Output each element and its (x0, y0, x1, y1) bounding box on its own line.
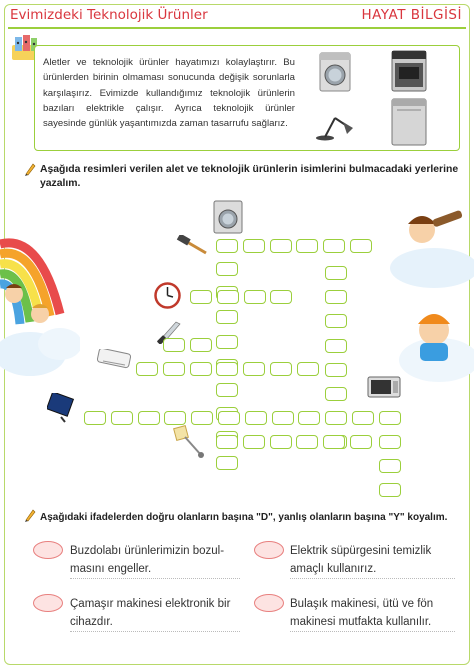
crossword-cell[interactable] (216, 456, 238, 470)
crossword-cell[interactable] (191, 411, 213, 425)
header-divider (8, 27, 466, 29)
crossword-cell[interactable] (323, 435, 345, 449)
crossword-cell[interactable] (136, 362, 158, 376)
answer-oval-2[interactable] (254, 541, 284, 559)
pencil-icon (24, 508, 36, 522)
statement-4-line1: Bulaşık makinesi, ütü ve fön (290, 598, 434, 610)
crossword-cell[interactable] (350, 435, 372, 449)
crossword-cell[interactable] (138, 411, 160, 425)
washing-machine-icon (213, 200, 243, 234)
air-conditioner-icon (97, 349, 131, 369)
crossword-cell[interactable] (297, 362, 319, 376)
intro-text: Aletler ve teknolojik ürünler hayatımızı kolaylaştırır. Bu ürünlerden birinin olmaması sonucunda değişik sorunlarla karşılaşırız. Evimizde kullandığımız teknolojik ürünlerin bazıları elektrikle çalışır. Ayrıca teknolojik ürünler sayesinde günlük yaşantımızda zaman tasarrufu sağlarız. (43, 57, 295, 130)
crossword-cell[interactable] (379, 411, 401, 425)
crossword-cell[interactable] (296, 435, 318, 449)
crossword-cell[interactable] (218, 411, 240, 425)
statement-2-line2: amaçlı kullanırız. (290, 563, 377, 575)
clock-icon (154, 282, 181, 309)
statement-3-line1: Çamaşır makinesi elektronik bir (70, 598, 231, 610)
statement-3-line2: cihazdır. (70, 616, 113, 628)
dishwasher-icon (391, 98, 427, 146)
crossword-cell[interactable] (216, 239, 238, 253)
crossword-cell[interactable] (190, 362, 212, 376)
crossword-cell[interactable] (272, 411, 294, 425)
kids-clouds-decoration (384, 200, 474, 390)
crossword-cell[interactable] (325, 387, 347, 401)
crossword-cell[interactable] (323, 239, 345, 253)
crossword-cell[interactable] (243, 435, 265, 449)
crossword-cell[interactable] (84, 411, 106, 425)
statement-4-line2: makinesi mutfakta kullanılır. (290, 616, 432, 628)
lamp-icon (173, 423, 207, 459)
crossword-cell[interactable] (216, 383, 238, 397)
crossword-cell[interactable] (270, 290, 292, 304)
crossword-cell[interactable] (270, 435, 292, 449)
section2-instruction: Aşağıdaki ifadelerden doğru olanların başına "D", yanlış olanların başına "Y" koyalım. (40, 512, 448, 523)
crossword-cell[interactable] (245, 411, 267, 425)
answer-oval-3[interactable] (33, 594, 63, 612)
crossword-cell[interactable] (298, 411, 320, 425)
dotted-line (290, 631, 455, 632)
crossword-cell[interactable] (379, 483, 401, 497)
statement-1-line2: masını engeller. (70, 563, 152, 575)
crossword-cell[interactable] (164, 411, 186, 425)
hammer-icon (176, 235, 208, 257)
crossword-cell[interactable] (216, 262, 238, 276)
desk-lamp-icon (315, 102, 355, 142)
crossword-cell[interactable] (379, 435, 401, 449)
crossword-cell[interactable] (270, 362, 292, 376)
oven-icon (391, 50, 427, 92)
intro-box (34, 45, 460, 151)
crossword-cell[interactable] (243, 362, 265, 376)
subject-label: HAYAT BİLGİSİ (361, 7, 462, 23)
crossword-cell[interactable] (216, 310, 238, 324)
crossword-cell[interactable] (325, 266, 347, 280)
television-icon (47, 393, 75, 423)
crossword-cell[interactable] (216, 362, 238, 376)
crossword-cell[interactable] (216, 335, 238, 349)
dotted-line (70, 578, 240, 579)
rainbow-clouds-decoration (0, 204, 80, 394)
microwave-icon (367, 374, 401, 400)
dotted-line (290, 578, 455, 579)
crossword-cell[interactable] (163, 362, 185, 376)
washing-machine-icon (319, 52, 351, 92)
statement-2-line1: Elektrik süpürgesini temizlik (290, 545, 432, 557)
crossword-cell[interactable] (111, 411, 133, 425)
crossword-cell[interactable] (244, 290, 266, 304)
section1-instruction: Aşağıda resimleri verilen alet ve teknolojik ürünlerin isimlerini bulmacadaki yerlerine yazalım. (40, 164, 459, 189)
page-title: Evimizdeki Teknolojik Ürünler (10, 7, 208, 23)
dotted-line (70, 631, 240, 632)
crossword-cell[interactable] (379, 459, 401, 473)
crossword-cell[interactable] (243, 239, 265, 253)
crossword-cell[interactable] (270, 239, 292, 253)
crossword-cell[interactable] (296, 239, 318, 253)
crossword-cell[interactable] (163, 338, 185, 352)
crossword-cell[interactable] (325, 290, 347, 304)
answer-oval-4[interactable] (254, 594, 284, 612)
crossword-cell[interactable] (216, 435, 238, 449)
pencil-icon (24, 162, 36, 176)
crossword-cell[interactable] (190, 290, 212, 304)
crossword-cell[interactable] (325, 314, 347, 328)
crossword-cell[interactable] (190, 338, 212, 352)
crossword-cell[interactable] (350, 239, 372, 253)
crossword-cell[interactable] (217, 290, 239, 304)
crossword-cell[interactable] (325, 339, 347, 353)
crossword-cell[interactable] (325, 363, 347, 377)
statement-1-line1: Buzdolabı ürünlerimizin bozul- (70, 545, 225, 557)
crossword-cell[interactable] (352, 411, 374, 425)
crossword-cell[interactable] (325, 411, 347, 425)
answer-oval-1[interactable] (33, 541, 63, 559)
